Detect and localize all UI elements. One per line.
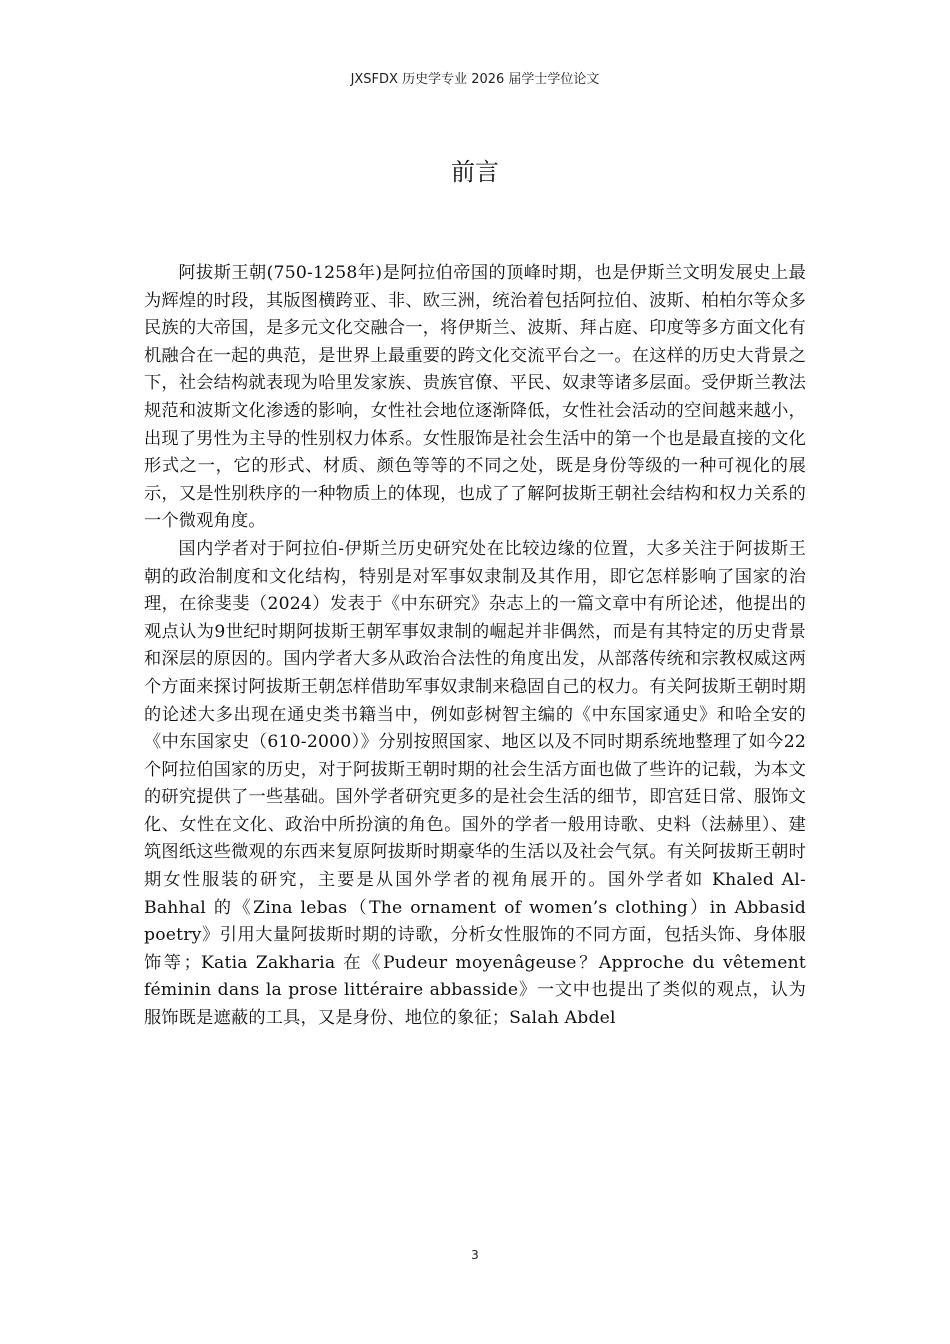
running-header: JXSFDX 历史学专业 2026 届学士学位论文 [350,72,600,87]
body-text [144,260,806,1033]
paragraph-1: 阿拔斯王朝(750-1258年)是阿拉伯帝国的顶峰时期，也是伊斯兰文明发展史上最为辉煌的时段，其版图横跨亚、非、欧三洲，统治着包括阿拉伯、波斯、柏柏尔等众多民族的大帝国，是多元文化交融合一，将伊斯兰、波斯、拜占庭、印度等多方面文化有机融合在一起的典范，是世界上最重要的跨文化交流平台之一。在这样的历史大背景之下，社会结构就表现为哈里发家族、贵族官僚、平民、奴隶等诸多层面。受伊斯兰教法规范和波斯文化渗透的影响，女性社会地位逐渐降低，女性社会活动的空间越来越小，出现了男性为主导的性别权力体系。女性服饰是社会生活中的第一个也是最直接的文化形式之一，它的形式、材质、颜色等等的不同之处，既是身份等级的一种可视化的展示，又是性别秩序的一种物质上的体现，也成了了解阿拔斯王朝社会结构和权力关系的一个微观角度。 [144,263,806,532]
page-title: 前言 [451,158,499,186]
paragraph-2: 国内学者对于阿拉伯-伊斯兰历史研究处在比较边缘的位置，大多关注于阿拔斯王朝的政治制度和文化结构，特别是对军事奴隶制及其作用，即它怎样影响了国家的治理，在徐斐斐（2024）发表于《中东研究》杂志上的一篇文章中有所论述，他提出的观点认为9世纪时期阿拔斯王朝军事奴隶制的崛起并非偶然，而是有其特定的历史背景和深层的原因的。国内学者大多从政治合法性的角度出发，从部落传统和宗教权威这两个方面来探讨阿拔斯王朝怎样借助军事奴隶制来稳固自己的权力。有关阿拔斯王朝时期的论述大多出现在通史类书籍当中，例如彭树智主编的《中东国家通史》和哈全安的《中东国家史（610-2000）》分别按照国家、地区以及不同时期系统地整理了如今22个阿拉伯国家的历史，对于阿拔斯王朝时期的社会生活方面也做了些许的记载，为本文的研究提供了一些基础。国外学者研究更多的是社会生活的细节，即宫廷日常、服饰文化、女性在文化、政治中所扮演的角色。国外的学者一般用诗歌、史料（法赫里）、建筑图纸这些微观的东西来复原阿拔斯时期豪华的生活以及社会气氛。有关阿拔斯王朝时期女性服装的研究，主要是从国外学者的视角展开的。国外学者如 Khaled Al-Bahhal 的《Zina lebas（The ornament of women’s clothing）in Abbasid poetry》引用大量阿拔斯时期的诗歌，分析女性服饰的不同方面，包括头饰、身体服饰等；Katia Zakharia 在《Pudeur moyenâgeuse？Approche du vêtement féminin dans la prose littéraire abbasside》一文中也提出了类似的观点，认为服饰既是遮蔽的工具，又是身份、地位的象征；Salah Abdel [144,538,806,1029]
page-number: 3 [471,1248,479,1262]
